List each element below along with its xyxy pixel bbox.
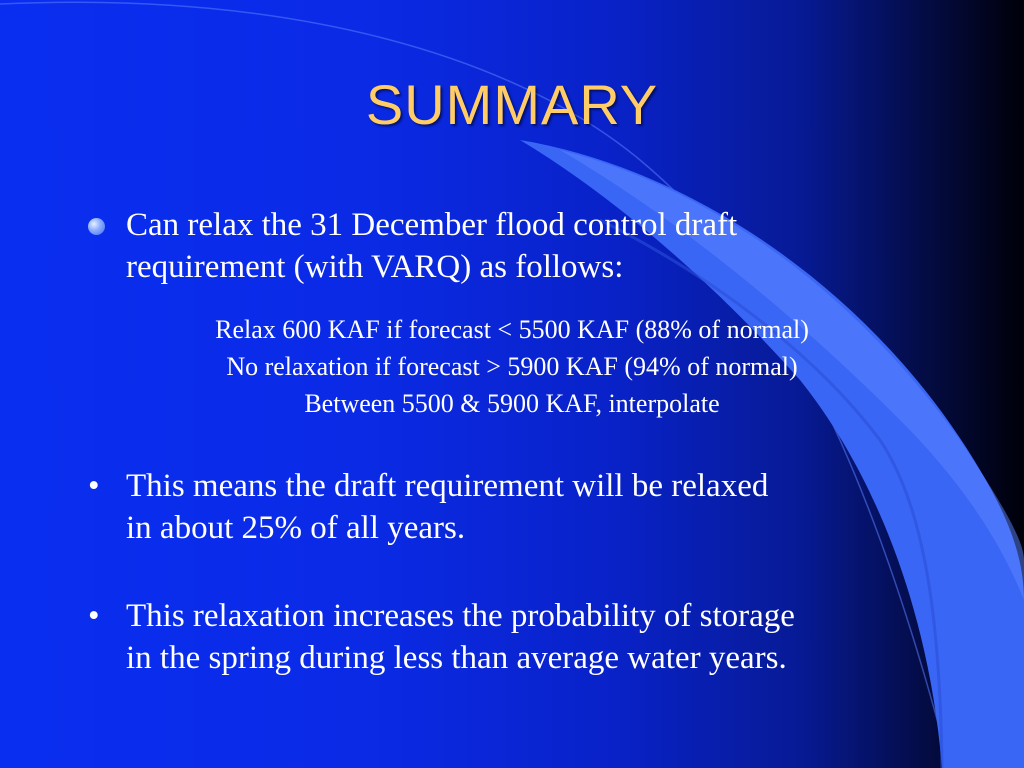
bullet-line: requirement (with VARQ) as follows: [126, 249, 624, 285]
rule-line: Between 5500 & 5900 KAF, interpolate [304, 389, 720, 418]
rule-line: Relax 600 KAF if forecast < 5500 KAF (88% of normal) [215, 315, 809, 344]
slide-title: SUMMARY [365, 73, 659, 136]
bullet-text-3 [126, 595, 956, 679]
bullet-text-1 [126, 204, 956, 288]
bullet-line: Can relax the 31 December flood control draft [126, 207, 738, 243]
relaxation-rules [0, 311, 1024, 422]
bullet-marker: • [88, 468, 100, 504]
bullet-line: in the spring during less than average water years. [126, 640, 787, 676]
rule-line: No relaxation if forecast > 5900 KAF (94% of normal) [226, 352, 798, 381]
bullet-line: in about 25% of all years. [126, 510, 466, 546]
bullet-line: This means the draft requirement will be relaxed [126, 468, 769, 504]
bullet-marker: • [88, 598, 100, 634]
bullet-text-2 [126, 465, 956, 549]
circle-bullet-icon [88, 204, 112, 246]
bullet-line: This relaxation increases the probability of storage [126, 598, 795, 634]
